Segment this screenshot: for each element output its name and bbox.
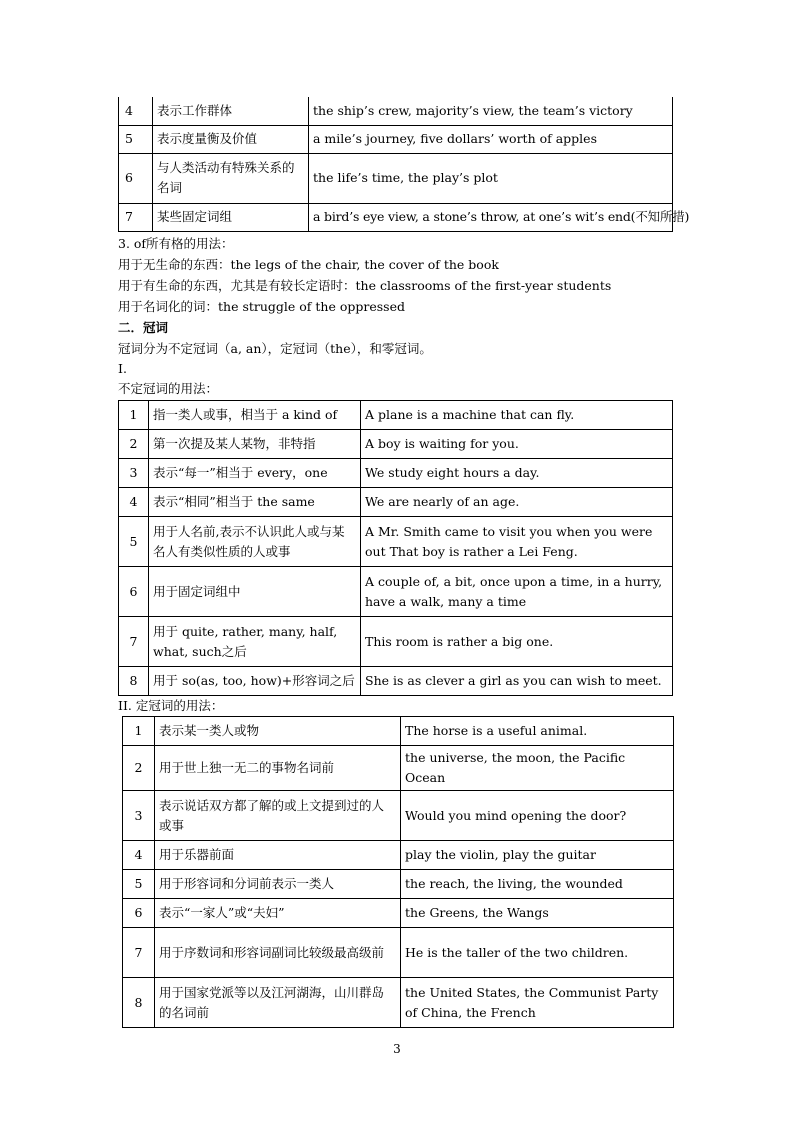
table-row: [123, 899, 674, 928]
of-usage-line: 用于名词化的词：the struggle of the oppressed: [118, 299, 405, 314]
example-cell: This room is rather a big one.: [361, 617, 673, 667]
usage-cell: 用于 so(as, too, how)+形容词之后: [149, 667, 361, 696]
example-cell: A boy is waiting for you.: [361, 430, 673, 459]
table-row: [119, 203, 673, 231]
example-cell: the universe, the moon, the Pacific Ocean: [401, 746, 674, 791]
usage-cell: 用于 quite, rather, many, half, what, such之后: [149, 617, 361, 667]
row-number: 1: [119, 401, 149, 430]
usage-cell: 表示“每一”相当于 every，one: [149, 459, 361, 488]
row-number: 7: [119, 617, 149, 667]
usage-cell: 用于世上独一无二的事物名词前: [155, 746, 401, 791]
row-number: 2: [119, 430, 149, 459]
definite-article-heading: II. 定冠词的用法：: [118, 698, 224, 713]
usage-cell: 用于国家党派等以及江河湖海，山川群岛的名词前: [155, 978, 401, 1028]
usage-cell: 用于乐器前面: [155, 841, 401, 870]
table-row: [123, 841, 674, 870]
example-cell: She is as clever a girl as you can wish to meet.: [361, 667, 673, 696]
example-cell: A plane is a machine that can fly.: [361, 401, 673, 430]
usage-cell: 指一类人或事，相当于 a kind of: [149, 401, 361, 430]
row-number: 5: [123, 870, 155, 899]
table-row: [119, 401, 673, 430]
table-row: [119, 488, 673, 517]
row-number: 4: [119, 488, 149, 517]
example-cell: A couple of, a bit, once upon a time, in a hurry, have a walk, many a time: [361, 567, 673, 617]
definite-article-table: [122, 716, 674, 1028]
row-number: 8: [123, 978, 155, 1028]
usage-cell: 表示“一家人”或“夫妇”: [155, 899, 401, 928]
table-row: [123, 746, 674, 791]
table-row: [123, 791, 674, 841]
usage-cell: 用于固定词组中: [149, 567, 361, 617]
example-cell: the ship’s crew, majority’s view, the team’s victory: [309, 97, 673, 125]
usage-cell: 某些固定词组: [153, 203, 309, 231]
example-cell: a bird’s eye view, a stone’s throw, at one’s wit’s end(不知所措): [309, 203, 673, 231]
table-row: [123, 978, 674, 1028]
usage-cell: 与人类活动有特殊关系的名词: [153, 153, 309, 203]
section-heading: 二．冠词: [118, 320, 169, 335]
table-row: [119, 617, 673, 667]
usage-cell: 表示工作群体: [153, 97, 309, 125]
example-cell: a mile’s journey, five dollars’ worth of apples: [309, 125, 673, 153]
possessive-usage-table: [118, 97, 690, 232]
row-number: 2: [123, 746, 155, 791]
row-number: 3: [119, 459, 149, 488]
intro-line: 冠词分为不定冠词（a, an），定冠词（the），和零冠词。: [118, 341, 432, 356]
usage-cell: 用于序数词和形容词副词比较级最高级前: [155, 928, 401, 978]
example-cell: the Greens, the Wangs: [401, 899, 674, 928]
table-row: [119, 567, 673, 617]
row-number: 8: [119, 667, 149, 696]
row-number: 4: [119, 97, 153, 125]
roman-numeral: I.: [118, 361, 127, 376]
example-cell: Would you mind opening the door?: [401, 791, 674, 841]
table-row: [119, 153, 673, 203]
usage-cell: 用于人名前,表示不认识此人或与某名人有类似性质的人或事: [149, 517, 361, 567]
of-possessive-heading: 3. of所有格的用法：: [118, 236, 234, 251]
table-row: [123, 928, 674, 978]
row-number: 6: [119, 567, 149, 617]
row-number: 4: [123, 841, 155, 870]
table-row: [119, 430, 673, 459]
example-cell: The horse is a useful animal.: [401, 717, 674, 746]
row-number: 6: [119, 153, 153, 203]
usage-cell: 表示某一类人或物: [155, 717, 401, 746]
indefinite-article-table: [118, 400, 673, 696]
row-number: 1: [123, 717, 155, 746]
usage-cell: 第一次提及某人某物，非特指: [149, 430, 361, 459]
usage-cell: 表示说话双方都了解的或上文提到过的人或事: [155, 791, 401, 841]
row-number: 7: [123, 928, 155, 978]
of-usage-line: 用于有生命的东西，尤其是有较长定语时：the classrooms of the first-year students: [118, 278, 612, 293]
row-number: 7: [119, 203, 153, 231]
example-cell: We study eight hours a day.: [361, 459, 673, 488]
usage-cell: 表示度量衡及价值: [153, 125, 309, 153]
example-cell: A Mr. Smith came to visit you when you were out That boy is rather a Lei Feng.: [361, 517, 673, 567]
row-number: 6: [123, 899, 155, 928]
page-number: 3: [393, 1042, 401, 1056]
usage-cell: 表示“相同”相当于 the same: [149, 488, 361, 517]
example-cell: We are nearly of an age.: [361, 488, 673, 517]
usage-cell: 用于形容词和分词前表示一类人: [155, 870, 401, 899]
table-row: [119, 517, 673, 567]
table-row: [123, 870, 674, 899]
example-cell: the United States, the Communist Party of China, the French: [401, 978, 674, 1028]
example-cell: He is the taller of the two children.: [401, 928, 674, 978]
example-cell: play the violin, play the guitar: [401, 841, 674, 870]
row-number: 5: [119, 517, 149, 567]
table-row: [119, 97, 673, 125]
example-cell: the life’s time, the play’s plot: [309, 153, 673, 203]
row-number: 3: [123, 791, 155, 841]
table-row: [119, 667, 673, 696]
of-usage-line: 用于无生命的东西：the legs of the chair, the cover of the book: [118, 257, 499, 272]
row-number: 5: [119, 125, 153, 153]
table-row: [119, 459, 673, 488]
table-row: [123, 717, 674, 746]
example-cell: the reach, the living, the wounded: [401, 870, 674, 899]
indefinite-article-heading: 不定冠词的用法：: [118, 381, 219, 396]
table-row: [119, 125, 673, 153]
